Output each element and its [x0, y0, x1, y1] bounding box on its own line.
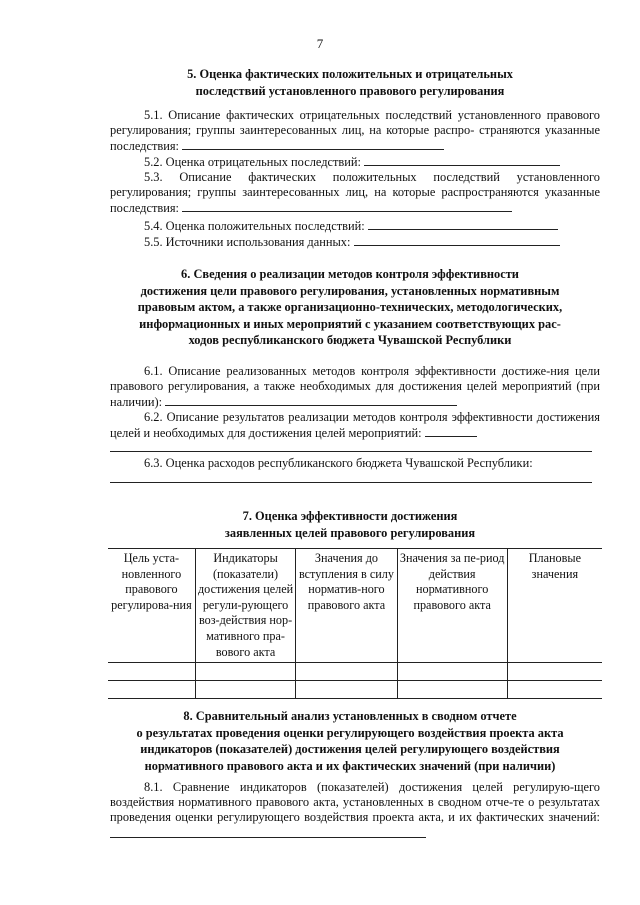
section-8-title-line4: нормативного правового акта и их фактических значений (при наличии) — [144, 758, 556, 773]
section-5-title-line2: последствий установленного правового регулирования — [195, 83, 505, 98]
section-7-title-line2: заявленных целей правового регулирования — [224, 525, 476, 540]
section-8-title — [100, 708, 600, 774]
item-5-1-text-end: страняются указанные последствия: — [110, 123, 600, 154]
item-8-1 — [110, 780, 600, 842]
item-6-2-blank[interactable] — [425, 425, 477, 437]
item-8-1-text: 8.1. Сравнение индикаторов (показателей) достижения целей регулирую-щего воздействия нормативного правового акта, установленных в сводном отче-те о результатах проведения оценки регулирующего воздействия проекта акта, и — [110, 780, 600, 825]
item-6-1-blank[interactable] — [165, 394, 457, 406]
column-header-values-during: Значения за пе-риод действия нормативного правового акта — [397, 549, 507, 663]
item-5-3-text: 5.3. Описание фактических положительных последствий установленного регулирования; группы заинтересованных лиц, на которые распространяются — [110, 170, 600, 200]
item-6-1 — [110, 364, 600, 411]
section-6-title — [100, 266, 600, 349]
table-cell[interactable] — [397, 681, 507, 699]
section-5-title — [100, 66, 600, 99]
table-cell[interactable] — [195, 663, 295, 681]
column-header-indicators: Индикаторы (показатели) достижения целей регули-рующего воз-действия нор-мативного пра-вового акта — [195, 549, 295, 663]
item-5-2-text: 5.2. Оценка отрицательных последствий: — [144, 155, 361, 169]
item-5-2 — [110, 154, 600, 170]
section-8-title-line3: индикаторов (показателей) достижения целей регулирующего воздействия — [140, 742, 560, 756]
section-5-title-line1: 5. Оценка фактических положительных и отрицательных — [187, 67, 513, 81]
item-5-4 — [110, 218, 600, 234]
item-5-5 — [110, 234, 600, 250]
table-cell[interactable] — [397, 663, 507, 681]
section-6-title-line2: достижения цели правового регулирования, установленных нормативным — [140, 283, 560, 298]
table-cell[interactable] — [507, 663, 602, 681]
item-5-2-blank[interactable] — [364, 154, 560, 166]
item-5-3-text-end: указанные последствия: — [110, 185, 600, 216]
table-cell[interactable] — [195, 681, 295, 699]
column-header-planned: Плановые значения — [507, 549, 602, 663]
table-row — [108, 663, 602, 681]
item-6-2-text: 6.2. Описание результатов реализации методов контроля эффективности достижения целей и необходимых для достижения целей мероприятий: — [110, 410, 600, 441]
item-5-4-blank[interactable] — [368, 218, 558, 230]
item-6-2 — [110, 410, 600, 441]
item-6-3-text: 6.3. Оценка расходов республиканского бюджета Чувашской Республики: — [144, 456, 533, 470]
table-header-row — [108, 549, 602, 663]
table-row — [108, 681, 602, 699]
item-6-3-blank-line[interactable] — [110, 482, 592, 483]
item-5-5-blank[interactable] — [354, 234, 560, 246]
section-6-title-line3: правовым актом, а также организационно-технических, методологических, — [137, 300, 563, 314]
section-7-title-line1: 7. Оценка эффективности достижения — [242, 509, 458, 523]
item-5-3 — [110, 170, 600, 217]
table-cell[interactable] — [296, 681, 397, 699]
section-6-title-line5: ходов республиканского бюджета Чувашской Республики — [188, 333, 512, 347]
item-5-1 — [110, 108, 600, 155]
item-5-4-text: 5.4. Оценка положительных последствий: — [144, 219, 365, 233]
item-5-3-blank[interactable] — [182, 200, 512, 212]
item-8-1-text-end: их фактических значений: — [459, 810, 601, 825]
item-5-1-text: 5.1. Описание фактических отрицательных последствий установленного правового регулирования; группы заинтересованных лиц, на которые распро- — [110, 108, 600, 138]
section-8-title-line1: 8. Сравнительный анализ установленных в сводном отчете — [183, 709, 517, 723]
efficiency-table — [108, 548, 602, 699]
page-number: 7 — [316, 36, 324, 51]
item-6-3 — [110, 456, 600, 471]
item-6-1-text: 6.1. Описание реализованных методов контроля эффективности достиже-ния цели правового регулирования, а также необходимых для достижения целей — [110, 364, 600, 394]
section-7-title — [100, 508, 600, 541]
table-cell[interactable] — [296, 663, 397, 681]
column-header-goal: Цель уста-новленного правового регулирова-ния — [108, 549, 195, 663]
column-header-values-before: Значения до вступления в силу норматив-ного правового акта — [296, 549, 397, 663]
section-8-title-line2: о результатах проведения оценки регулирующего воздействия проекта акта — [136, 725, 564, 740]
item-5-1-blank[interactable] — [182, 138, 444, 150]
section-6-title-line4: информационных и иных мероприятий с указанием соответствующих рас- — [139, 316, 561, 331]
table-cell[interactable] — [108, 663, 195, 681]
table-cell[interactable] — [108, 681, 195, 699]
table-cell[interactable] — [507, 681, 602, 699]
item-5-5-text: 5.5. Источники использования данных: — [144, 235, 351, 249]
item-6-2-blank-line[interactable] — [110, 451, 592, 452]
section-6-title-line1: 6. Сведения о реализации методов контроля эффективности — [181, 267, 519, 281]
item-6-1-text-end: мероприятий (при наличии): — [110, 379, 600, 410]
item-8-1-blank[interactable] — [110, 826, 426, 838]
